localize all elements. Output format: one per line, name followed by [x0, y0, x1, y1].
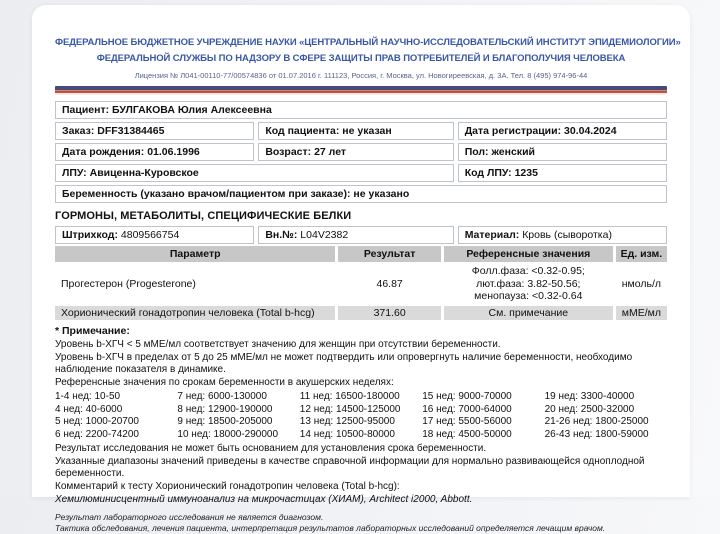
week-range: 18 нед: 4500-50000 [422, 428, 512, 440]
week-range: 4 нед: 40-6000 [55, 403, 123, 415]
pregnancy-value: не указано [353, 188, 410, 200]
col-header-reference: Референсные значения [444, 246, 613, 262]
order-value: DFF31384465 [97, 125, 165, 137]
result-row-reference [444, 264, 613, 304]
week-range: 7 нед: 6000-130000 [177, 391, 267, 402]
lpu-cell [55, 164, 454, 182]
comment-title: Комментарий к тесту Хорионический гонадотропин человека (Total b-hcg): [55, 481, 400, 492]
result-row-reference: См. примечание [444, 306, 613, 321]
registration-date-value: 30.04.2024 [564, 125, 617, 137]
flag-divider [55, 86, 667, 95]
patient-code-value: не указан [342, 125, 392, 137]
week-range: 9 нед: 18500-205000 [177, 416, 273, 427]
week-range: 10 нед: 18000-290000 [177, 428, 279, 440]
comment-method: Хемилюминисцентный иммуноанализ на микрочастицах (ХИАМ), Architect i2000, Abbott. [55, 494, 473, 505]
lpu-code-cell [458, 164, 667, 182]
report-page [32, 5, 690, 533]
patient-info-table [55, 101, 667, 203]
week-range: 8 нед: 12900-190000 [177, 403, 273, 415]
week-range: 13 нед: 12500-95000 [299, 416, 395, 427]
age-value: 27 лет [314, 146, 347, 158]
barcode-cell [55, 226, 254, 244]
note-line: Указанные диапазоны значений приведены в качестве справочной информации для нормально развивающейся одноплодной беременности. [55, 456, 645, 479]
week-range: 26-43 нед: 1800-59000 [544, 428, 649, 440]
result-row-value: 46.87 [338, 264, 441, 304]
lpu-value: Авиценна-Куровское [89, 167, 199, 179]
material-label: Материал: [464, 229, 520, 241]
barcode-label: Штрихкод: [62, 229, 118, 241]
reference-line: лют.фаза: 3.82-50.56; [476, 277, 581, 290]
week-range: 15 нед: 9000-70000 [422, 391, 512, 402]
reference-line: Фолл.фаза: <0.32-0.95; [471, 265, 585, 277]
pregnancy-label: Беременность (указано врачом/пациентом при заказе): [62, 188, 351, 200]
order-label: Заказ: [62, 125, 95, 137]
week-range: 11 нед: 16500-180000 [299, 391, 400, 402]
sex-cell [458, 143, 667, 161]
internal-no-cell [258, 226, 453, 244]
birth-date-value: 01.06.1996 [147, 146, 200, 158]
organization-name-line1: ФЕДЕРАЛЬНОЕ БЮДЖЕТНОЕ УЧРЕЖДЕНИЕ НАУКИ «ЦЕНТРАЛЬНЫЙ НАУЧНО-ИССЛЕДОВАТЕЛЬСКИЙ ИНСТИТУТ ЭПИДЕМИОЛОГИИ» [55, 37, 681, 48]
notes-title: * Примечание: [55, 325, 130, 337]
internal-no-value: L04V2382 [300, 229, 349, 241]
patient-code-label: Код пациента: [265, 125, 340, 137]
note-line: Результат исследования не может быть основанием для установления срока беременности. [55, 443, 487, 454]
registration-date-label: Дата регистрации: [464, 125, 562, 137]
result-row-units: мМЕ/мл [616, 306, 667, 321]
order-cell [55, 122, 254, 140]
week-range: 21-26 нед: 1800-25000 [544, 416, 649, 427]
result-row-units: нмоль/л [616, 264, 667, 304]
patient-name-cell [55, 101, 667, 119]
age-cell [258, 143, 453, 161]
section-title: ГОРМОНЫ, МЕТАБОЛИТЫ, СПЕЦИФИЧЕСКИЕ БЕЛКИ [55, 210, 352, 222]
week-range: 6 нед: 2200-74200 [55, 428, 139, 440]
results-table [55, 246, 667, 320]
patient-value: БУЛГАКОВА Юлия Алексеевна [112, 104, 272, 116]
note-line: Уровень b-ХГЧ в пределах от 5 до 25 мМЕ/мл не может подтвердить или опровергнуть наличие беременности, необходимо наблюдение показателя в динамике. [55, 352, 633, 375]
patient-code-cell [258, 122, 453, 140]
registration-date-cell [458, 122, 667, 140]
birth-date-label: Дата рождения: [62, 146, 145, 158]
sex-value: женский [491, 146, 535, 158]
week-range: 14 нед: 10500-80000 [299, 428, 395, 440]
barcode-value: 4809566754 [120, 229, 180, 241]
material-value: Кровь (сыворотка) [522, 229, 612, 241]
license-line: Лицензия № Л041-00110-77/00574836 от 01.07.2016 г. 111123, Россия, г. Москва, ул. Новогиреевская, д. 3А. Тел. 8 (495) 974-96-44 [134, 71, 588, 80]
weeks-reference-table [55, 391, 667, 441]
pregnancy-cell [55, 185, 667, 203]
col-header-parameter: Параметр [55, 246, 335, 262]
notes-section [55, 325, 667, 506]
disclaimer-footer [55, 512, 667, 534]
week-range: 17 нед: 5500-56000 [422, 416, 512, 427]
note-line: Уровень b-ХГЧ < 5 мМЕ/мл соответствует значению для женщин при отсутствии беременности. [55, 339, 501, 350]
lpu-label: ЛПУ: [62, 167, 87, 179]
week-range: 12 нед: 14500-125000 [299, 403, 401, 415]
sex-label: Пол: [464, 146, 489, 158]
sample-info-row [55, 226, 667, 244]
col-header-units: Ед. изм. [616, 246, 667, 262]
lpu-code-value: 1235 [514, 167, 538, 179]
age-label: Возраст: [265, 146, 312, 158]
disclaimer-line: Тактика обследования, лечения пациента, интерпретация результатов лабораторных исследований определяется лечащим врачом. [55, 523, 606, 533]
week-range: 20 нед: 2500-32000 [544, 403, 635, 415]
material-cell [458, 226, 667, 244]
col-header-result: Результат [338, 246, 441, 262]
result-row-parameter: Прогестерон (Progesterone) [55, 264, 335, 304]
week-range: 1-4 нед: 10-50 [55, 391, 121, 402]
lpu-code-label: Код ЛПУ: [464, 167, 512, 179]
result-row-value: 371.60 [338, 306, 441, 321]
internal-no-label: Вн.№: [265, 229, 298, 241]
patient-label: Пациент: [62, 104, 110, 116]
reference-line: менопауза: <0.32-0.64 [474, 290, 583, 302]
disclaimer-line: Результат лабораторного исследования не является диагнозом. [55, 512, 324, 522]
note-line: Референсные значения по срокам беременности в акушерских неделях: [55, 377, 394, 388]
week-range: 5 нед: 1000-20700 [55, 416, 139, 427]
week-range: 19 нед: 3300-40000 [544, 391, 635, 402]
birth-date-cell [55, 143, 254, 161]
week-range: 16 нед: 7000-64000 [422, 403, 512, 415]
organization-name-line2: ФЕДЕРАЛЬНОЙ СЛУЖБЫ ПО НАДЗОРУ В СФЕРЕ ЗАЩИТЫ ПРАВ ПОТРЕБИТЕЛЕЙ И БЛАГОПОЛУЧИЯ ЧЕЛОВЕКА [96, 53, 626, 64]
result-row-parameter: Хорионический гонадотропин человека (Total b-hcg) [55, 306, 335, 321]
